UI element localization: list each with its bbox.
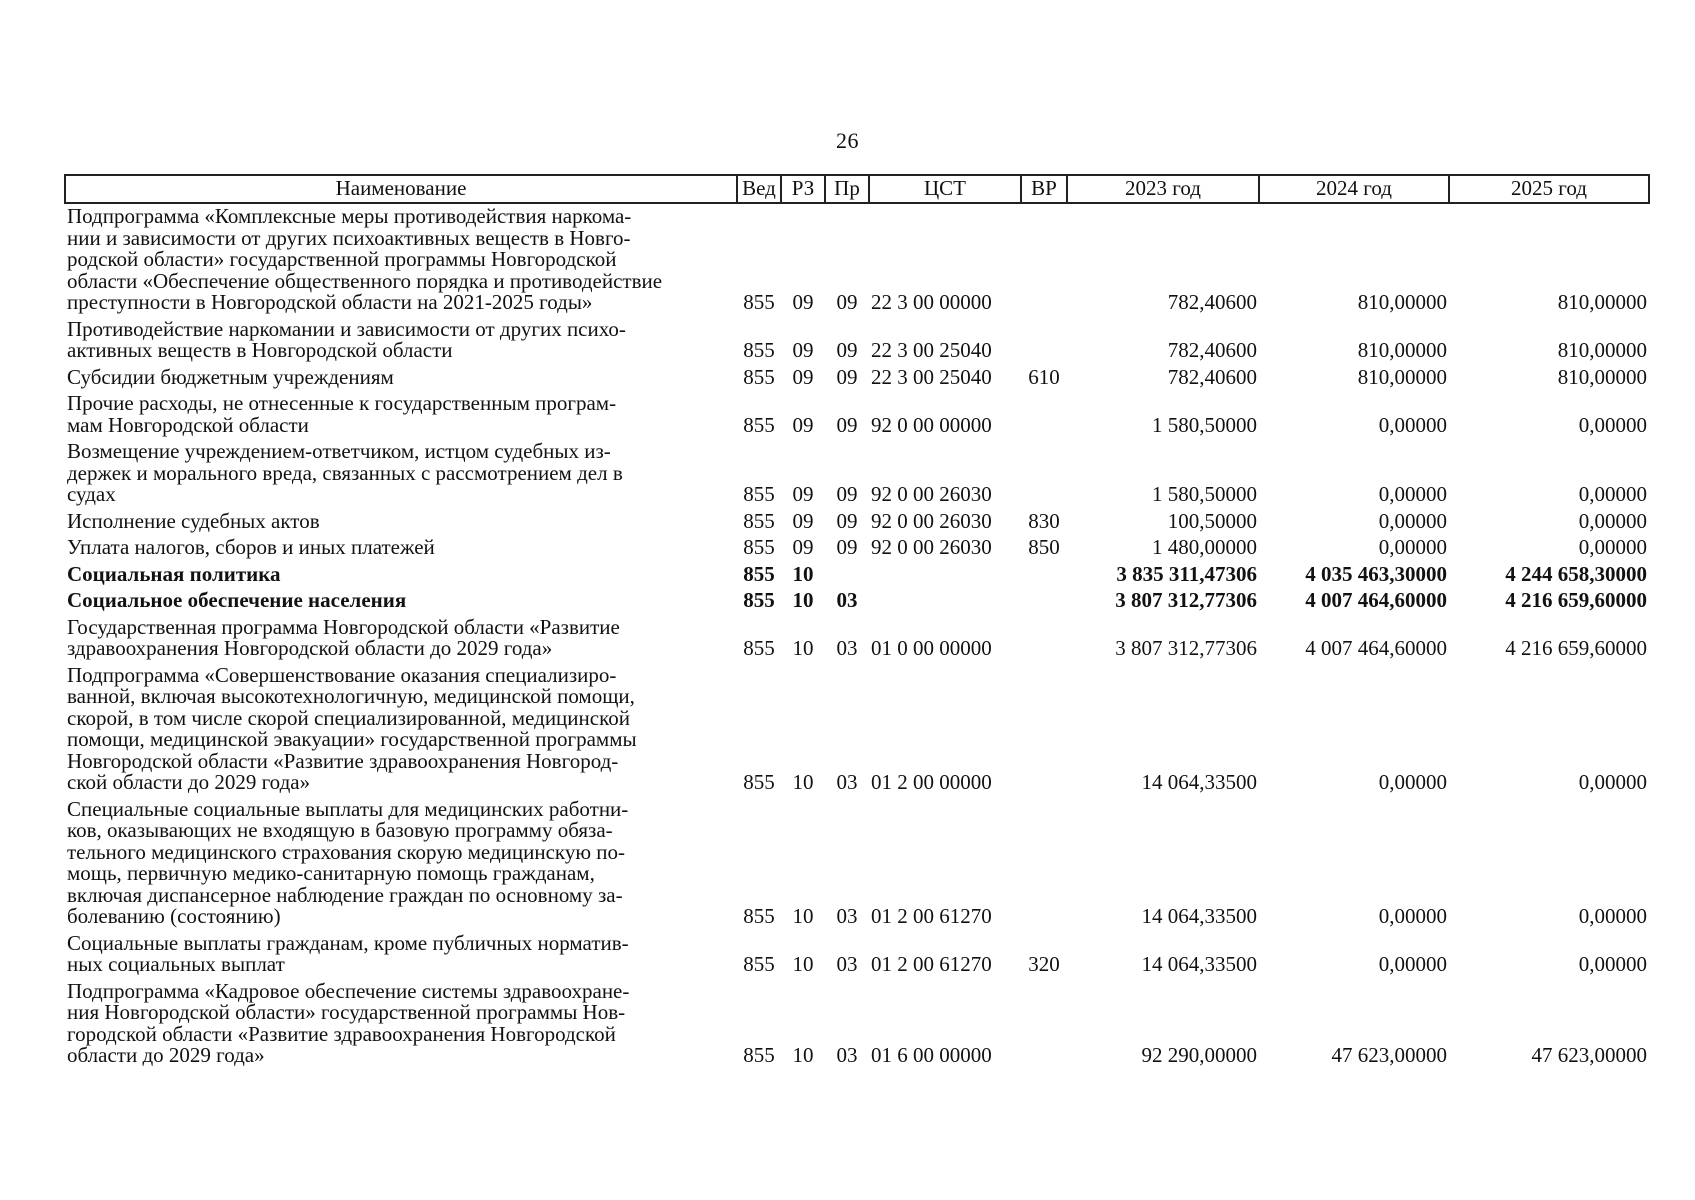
cell-vr bbox=[1021, 439, 1067, 509]
table-row bbox=[65, 203, 1649, 317]
cell-cst bbox=[869, 588, 1021, 615]
cell-cst: 01 2 00 61270 bbox=[871, 952, 992, 976]
cell-cst bbox=[869, 562, 1021, 589]
cell-vr: 610 bbox=[1028, 364, 1060, 389]
cell-cst: 01 0 00 00000 bbox=[871, 636, 992, 660]
cell-cst: 92 0 00 26030 bbox=[871, 508, 992, 533]
cell-cst: 92 0 00 00000 bbox=[871, 412, 992, 437]
cell-pr bbox=[825, 562, 869, 589]
header-ved: Вед bbox=[737, 175, 781, 203]
cell-ved: 855 bbox=[743, 412, 775, 437]
cell-cst: 22 3 00 25040 bbox=[871, 338, 992, 362]
cell-rz: 09 bbox=[792, 535, 814, 559]
cell-ved: 855 bbox=[743, 904, 775, 928]
cell-2024: 47 623,00000 bbox=[1331, 1043, 1447, 1067]
cell-2024: 4 007 464,60000 bbox=[1305, 588, 1447, 612]
cell-rz: 10 bbox=[792, 561, 814, 586]
cell-pr: 03 bbox=[836, 952, 858, 976]
cell-name: Подпрограмма «Комплексные меры противодействия наркома- нии и зависимости от других психоактивных веществ в Новго- родской области» государственной программы Новгородской области «Обеспечение общественного порядка и противодействие преступности в Новгородской области на 2021-2025 годы» bbox=[67, 204, 663, 314]
cell-rz: 10 bbox=[792, 1043, 814, 1067]
cell-2025: 4 216 659,60000 bbox=[1505, 588, 1647, 612]
cell-pr: 09 bbox=[836, 482, 858, 506]
cell-2023: 14 064,33500 bbox=[1141, 952, 1257, 976]
cell-ved: 855 bbox=[743, 290, 775, 314]
cell-2025: 810,00000 bbox=[1557, 338, 1647, 362]
cell-vr bbox=[1021, 203, 1067, 317]
table-body bbox=[65, 203, 1649, 1070]
cell-vr bbox=[1021, 663, 1067, 797]
cell-vr bbox=[1021, 562, 1067, 589]
table-row bbox=[65, 931, 1649, 979]
cell-rz: 10 bbox=[792, 904, 814, 928]
cell-2024: 0,00000 bbox=[1378, 904, 1447, 928]
cell-name: Специальные социальные выплаты для медицинских работни- ков, оказывающих не входящую в базовую программу обяза- тельного медицинского страхования скорую медицинскую по- мощь, первичную медико-санитарную помощь гражданам, включая диспансерное наблюдение граждан по основному за- болеванию (состоянию) bbox=[67, 796, 629, 928]
header-2023: 2023 год bbox=[1067, 175, 1259, 203]
cell-2025: 47 623,00000 bbox=[1531, 1043, 1647, 1067]
cell-name: Социальные выплаты гражданам, кроме публичных норматив- ных социальных выплат bbox=[67, 930, 629, 976]
cell-pr: 09 bbox=[836, 290, 858, 314]
cell-2023: 92 290,00000 bbox=[1141, 1043, 1257, 1067]
cell-pr: 03 bbox=[836, 588, 858, 612]
cell-2023: 1 580,50000 bbox=[1152, 412, 1257, 437]
table-row bbox=[65, 317, 1649, 365]
cell-ved: 855 bbox=[743, 364, 775, 389]
cell-ved: 855 bbox=[743, 535, 775, 559]
cell-cst: 92 0 00 26030 bbox=[871, 482, 992, 506]
cell-rz: 10 bbox=[792, 588, 814, 612]
cell-cst: 22 3 00 00000 bbox=[871, 290, 992, 314]
cell-2024: 810,00000 bbox=[1357, 338, 1447, 362]
table-row bbox=[65, 562, 1649, 589]
cell-vr: 850 bbox=[1028, 535, 1060, 559]
cell-pr: 03 bbox=[836, 636, 858, 660]
cell-rz: 10 bbox=[792, 952, 814, 976]
cell-name: Подпрограмма «Кадровое обеспечение системы здравоохране- ния Новгородской области» государственной программы Нов- городской области «Развитие здравоохранения Новгородской области до 2029 года» bbox=[67, 978, 630, 1067]
cell-ved: 855 bbox=[743, 588, 775, 612]
cell-name: Субсидии бюджетным учреждениям bbox=[67, 364, 394, 389]
cell-2023: 782,40600 bbox=[1167, 364, 1257, 389]
cell-2024: 0,00000 bbox=[1378, 508, 1447, 533]
cell-2023: 3 807 312,77306 bbox=[1115, 588, 1257, 612]
cell-vr bbox=[1021, 797, 1067, 931]
cell-2025: 0,00000 bbox=[1578, 952, 1647, 976]
cell-2024: 4 035 463,30000 bbox=[1305, 561, 1447, 586]
cell-pr: 03 bbox=[836, 770, 858, 794]
cell-pr: 03 bbox=[836, 1043, 858, 1067]
cell-rz: 09 bbox=[792, 290, 814, 314]
header-2025: 2025 год bbox=[1449, 175, 1649, 203]
cell-2025: 0,00000 bbox=[1578, 482, 1647, 506]
cell-2025: 0,00000 bbox=[1578, 904, 1647, 928]
cell-pr: 03 bbox=[836, 904, 858, 928]
cell-2024: 0,00000 bbox=[1378, 952, 1447, 976]
cell-cst: 22 3 00 25040 bbox=[871, 364, 992, 389]
cell-rz: 09 bbox=[792, 338, 814, 362]
table-row bbox=[65, 663, 1649, 797]
cell-2023: 14 064,33500 bbox=[1141, 770, 1257, 794]
cell-cst: 01 2 00 00000 bbox=[871, 770, 992, 794]
cell-2023: 100,50000 bbox=[1167, 508, 1257, 533]
cell-2023: 782,40600 bbox=[1167, 290, 1257, 314]
cell-pr: 09 bbox=[836, 364, 858, 389]
cell-vr bbox=[1021, 588, 1067, 615]
cell-2023: 3 807 312,77306 bbox=[1115, 636, 1257, 660]
cell-vr: 830 bbox=[1028, 508, 1060, 533]
cell-name: Прочие расходы, не отнесенные к государственным програм- мам Новгородской области bbox=[67, 391, 617, 437]
cell-2024: 4 007 464,60000 bbox=[1305, 636, 1447, 660]
table-row bbox=[65, 391, 1649, 439]
cell-2025: 4 216 659,60000 bbox=[1505, 636, 1647, 660]
cell-rz: 09 bbox=[792, 508, 814, 533]
cell-2023: 782,40600 bbox=[1167, 338, 1257, 362]
header-vr: ВР bbox=[1021, 175, 1067, 203]
cell-2024: 0,00000 bbox=[1378, 482, 1447, 506]
cell-pr: 09 bbox=[836, 508, 858, 533]
cell-name: Государственная программа Новгородской области «Развитие здравоохранения Новгородской области до 2029 года» bbox=[67, 614, 620, 660]
cell-name: Исполнение судебных актов bbox=[67, 508, 320, 533]
table-row bbox=[65, 797, 1649, 931]
cell-2023: 1 480,00000 bbox=[1152, 535, 1257, 559]
table-row bbox=[65, 365, 1649, 392]
header-rz: РЗ bbox=[781, 175, 825, 203]
cell-pr: 09 bbox=[836, 338, 858, 362]
table-header-row bbox=[65, 175, 1649, 203]
cell-2025: 0,00000 bbox=[1578, 508, 1647, 533]
cell-rz: 10 bbox=[792, 636, 814, 660]
cell-vr: 320 bbox=[1028, 952, 1060, 976]
cell-rz: 09 bbox=[792, 412, 814, 437]
cell-ved: 855 bbox=[743, 952, 775, 976]
cell-name: Социальное обеспечение населения bbox=[67, 588, 407, 612]
cell-cst: 01 6 00 00000 bbox=[871, 1043, 992, 1067]
cell-vr bbox=[1021, 317, 1067, 365]
cell-2023: 14 064,33500 bbox=[1141, 904, 1257, 928]
cell-2025: 0,00000 bbox=[1578, 770, 1647, 794]
header-pr: Пр bbox=[825, 175, 869, 203]
cell-ved: 855 bbox=[743, 1043, 775, 1067]
table-row bbox=[65, 535, 1649, 562]
cell-cst: 01 2 00 61270 bbox=[871, 904, 992, 928]
cell-vr bbox=[1021, 391, 1067, 439]
cell-2024: 810,00000 bbox=[1357, 290, 1447, 314]
budget-table bbox=[64, 174, 1650, 1070]
cell-ved: 855 bbox=[743, 508, 775, 533]
table-row bbox=[65, 979, 1649, 1070]
cell-rz: 09 bbox=[792, 364, 814, 389]
table-row bbox=[65, 439, 1649, 509]
header-cst: ЦСТ bbox=[869, 175, 1021, 203]
cell-2024: 810,00000 bbox=[1357, 364, 1447, 389]
cell-2025: 4 244 658,30000 bbox=[1505, 561, 1647, 586]
cell-cst: 92 0 00 26030 bbox=[871, 535, 992, 559]
table-row bbox=[65, 588, 1649, 615]
cell-ved: 855 bbox=[743, 561, 775, 586]
cell-rz: 10 bbox=[792, 770, 814, 794]
table-row bbox=[65, 509, 1649, 536]
table-row bbox=[65, 615, 1649, 663]
cell-ved: 855 bbox=[743, 482, 775, 506]
cell-2023: 1 580,50000 bbox=[1152, 482, 1257, 506]
cell-2024: 0,00000 bbox=[1378, 412, 1447, 437]
cell-name: Подпрограмма «Совершенствование оказания специализиро- ванной, включая высокотехнологичную, медицинской помощи, скорой, в том числе скорой специализированной, медицинской помощи, медицинской эвакуации» государственной программы Новгородской области «Развитие здравоохранения Новгород- ской области до 2029 года» bbox=[67, 662, 637, 794]
cell-2024: 0,00000 bbox=[1378, 770, 1447, 794]
cell-name: Уплата налогов, сборов и иных платежей bbox=[67, 535, 435, 559]
cell-2025: 810,00000 bbox=[1557, 290, 1647, 314]
cell-vr bbox=[1021, 615, 1067, 663]
cell-pr: 09 bbox=[836, 412, 858, 437]
page-number: 26 bbox=[836, 128, 859, 153]
cell-ved: 855 bbox=[743, 770, 775, 794]
cell-2023: 3 835 311,47306 bbox=[1116, 561, 1257, 586]
header-2024: 2024 год bbox=[1259, 175, 1449, 203]
cell-pr: 09 bbox=[836, 535, 858, 559]
cell-name: Социальная политика bbox=[67, 561, 281, 586]
cell-vr bbox=[1021, 979, 1067, 1070]
cell-name: Возмещение учреждением-ответчиком, истцом судебных из- держек и морального вреда, связанных с рассмотрением дел в судах bbox=[67, 439, 623, 506]
cell-ved: 855 bbox=[743, 636, 775, 660]
cell-name: Противодействие наркомании и зависимости от других психо- активных веществ в Новгородской области bbox=[67, 316, 626, 362]
cell-2024: 0,00000 bbox=[1378, 535, 1447, 559]
cell-2025: 810,00000 bbox=[1557, 364, 1647, 389]
cell-2025: 0,00000 bbox=[1578, 412, 1647, 437]
header-name: Наименование bbox=[65, 175, 737, 203]
cell-2025: 0,00000 bbox=[1578, 535, 1647, 559]
cell-rz: 09 bbox=[792, 482, 814, 506]
cell-ved: 855 bbox=[743, 338, 775, 362]
